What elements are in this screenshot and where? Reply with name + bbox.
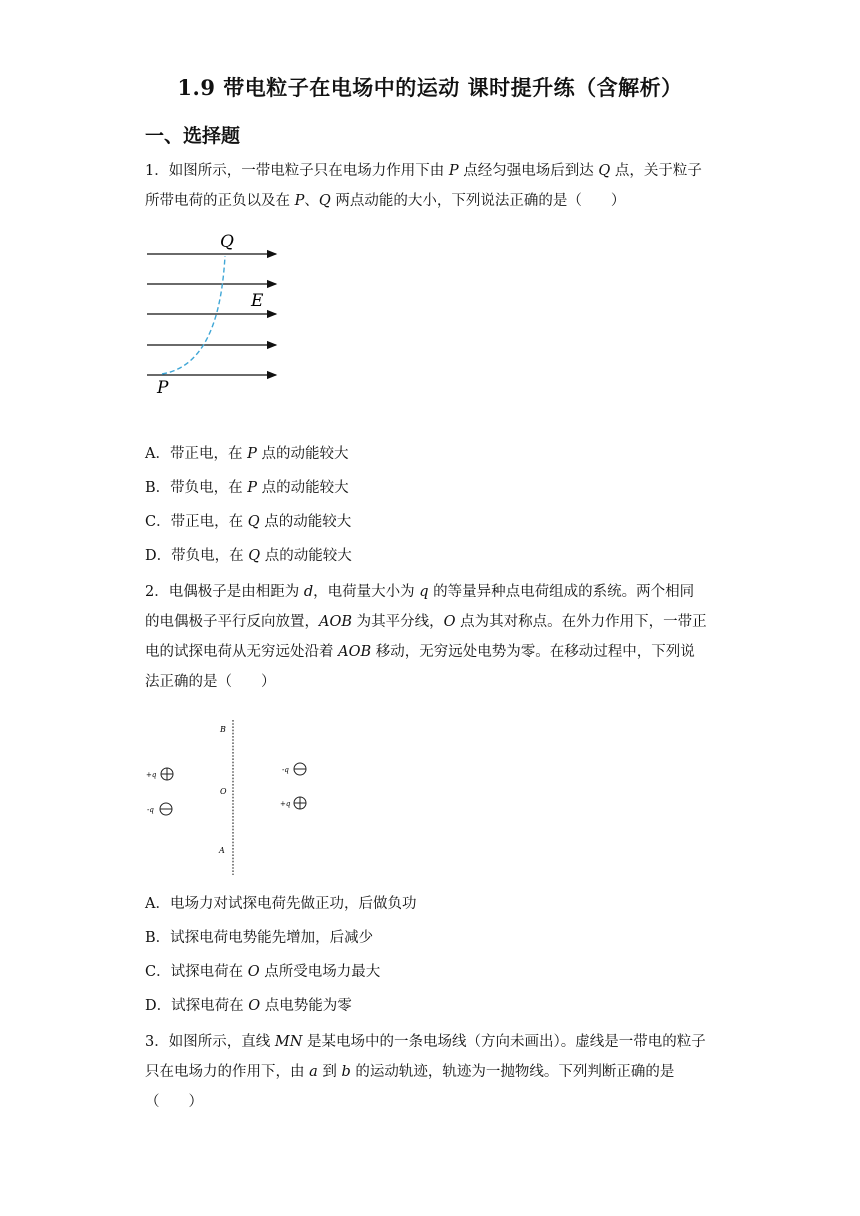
field-lines <box>147 254 276 375</box>
label-a: A <box>219 846 225 855</box>
page-title: 1.9 带电粒子在电场中的运动 课时提升练（含解析） <box>177 75 683 100</box>
label-o: O <box>220 787 227 796</box>
label-p: P <box>157 378 169 398</box>
question-1-text: 1．如图所示，一带电粒子只在电场力作用下由 P 点经匀强电场后到达 Q 点，关于粒子 所带电荷的正负以及在 P、Q 两点动能的大小，下列说法正确的是（ ） <box>145 163 702 209</box>
q2-option-c: C．试探电荷在 O 点所受电场力最大 <box>145 964 381 980</box>
q2-option-d: D．试探电荷在 O 点电势能为零 <box>145 998 352 1014</box>
q1-option-d: D．带负电，在 Q 点的动能较大 <box>145 548 352 564</box>
left-dipole <box>146 768 173 815</box>
label-b: B <box>220 725 226 734</box>
question-2-figure <box>140 715 320 880</box>
label-q: Q <box>220 232 234 252</box>
charge-label: -q <box>147 806 154 814</box>
right-dipole <box>280 763 306 809</box>
question-2-text: 2．电偶极子是由相距为 d，电荷量大小为 q 的等量异种点电荷组成的系统。两个相同 的电偶极子平行反向放置，AOB 为其平分线，O 点为其对称点。在外力作用下，一带正 电的试探电荷从无穷远处沿着 AOB 移动，无穷远处电势为零。在移动过程中，下列说 法正确的是（ ） <box>145 584 707 690</box>
q2-option-a: A．电场力对试探电荷先做正功，后做负功 <box>145 896 417 912</box>
question-3-text: 3．如图所示，直线 MN 是某电场中的一条电场线（方向未画出）。虚线是一带电的粒子 只在电场力的作用下，由 a 到 b 的运动轨迹，轨迹为一抛物线。下列判断正确的是（ ） <box>145 1034 706 1110</box>
positive-charge-icon <box>161 768 173 780</box>
q1-option-b: B．带负电，在 P 点的动能较大 <box>145 480 349 496</box>
negative-charge-icon <box>294 763 306 775</box>
label-e: E <box>251 291 264 311</box>
question-1-figure <box>140 228 290 398</box>
charge-label: -q <box>282 766 289 774</box>
q2-option-b: B．试探电荷电势能先增加，后减少 <box>145 930 374 946</box>
charge-label: +q <box>280 800 291 808</box>
trajectory-curve <box>162 256 225 374</box>
section-heading: 一、选择题 <box>145 125 241 147</box>
negative-charge-icon <box>160 803 172 815</box>
q1-option-a: A．带正电，在 P 点的动能较大 <box>145 446 349 462</box>
positive-charge-icon <box>294 797 306 809</box>
charge-label: +q <box>146 771 157 779</box>
q1-option-c: C．带正电，在 Q 点的动能较大 <box>145 514 352 530</box>
